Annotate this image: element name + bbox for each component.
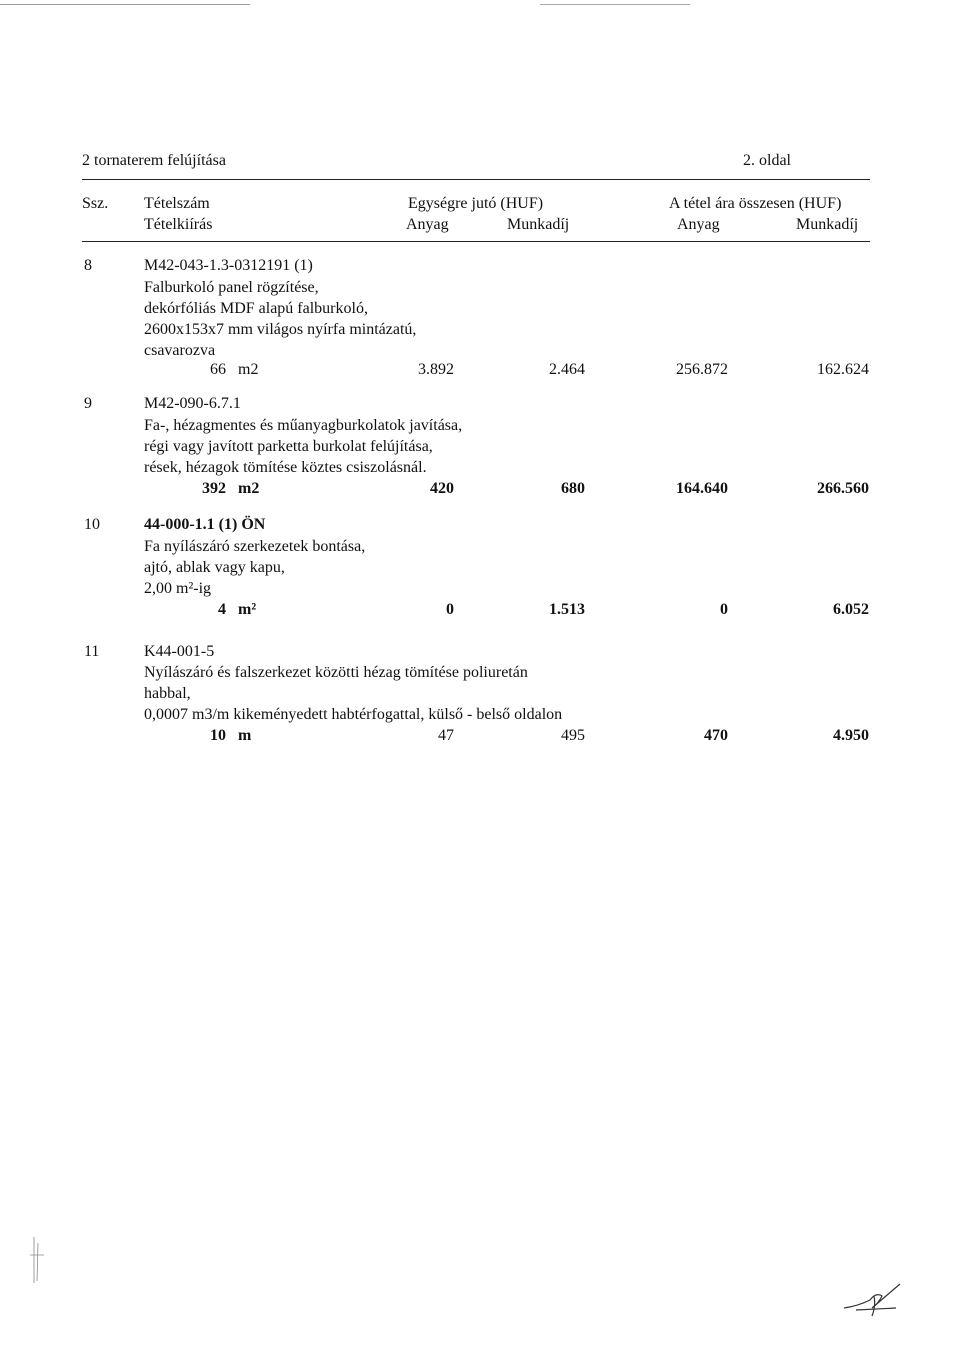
item-total-munkadij: 266.560 bbox=[817, 480, 869, 497]
item-unit-munkadij: 495 bbox=[561, 727, 585, 744]
scan-mark bbox=[0, 4, 250, 5]
item-description-line: régi vagy javított parketta burkolat felújítása, bbox=[144, 438, 433, 455]
item-number: 8 bbox=[84, 257, 92, 274]
item-code: K44-001-5 bbox=[144, 643, 215, 660]
item-quantity: 66 bbox=[210, 361, 226, 378]
item-unit: m² bbox=[238, 601, 257, 618]
column-header-rule bbox=[82, 241, 870, 242]
item-unit: m2 bbox=[238, 480, 260, 497]
scan-artifact bbox=[22, 1235, 52, 1285]
item-description-line: Nyílászáró és falszerkezet közötti hézag tömítése poliuretán bbox=[144, 664, 528, 681]
item-total-anyag: 470 bbox=[704, 727, 728, 744]
item-description-line: 2600x153x7 mm világos nyírfa mintázatú, bbox=[144, 321, 417, 338]
item-description-line: dekórfóliás MDF alapú falburkoló, bbox=[144, 300, 368, 317]
item-description-line: Falburkoló panel rögzítése, bbox=[144, 279, 319, 296]
item-total-munkadij: 4.950 bbox=[833, 727, 869, 744]
item-unit-munkadij: 680 bbox=[561, 480, 585, 497]
col-ssz: Ssz. bbox=[82, 195, 109, 212]
item-code: M42-043-1.3-0312191 (1) bbox=[144, 257, 313, 274]
item-description-line: 2,00 m²-ig bbox=[144, 580, 212, 597]
item-unit-anyag: 0 bbox=[446, 601, 454, 618]
col-unit-munkadij: Munkadíj bbox=[507, 216, 570, 233]
item-description-line: 0,0007 m3/m kikeményedett habtérfogattal, külső - belső oldalon bbox=[144, 706, 563, 723]
item-unit-munkadij: 2.464 bbox=[549, 361, 585, 378]
item-number: 9 bbox=[84, 395, 92, 412]
item-unit-anyag: 420 bbox=[430, 480, 454, 497]
item-unit-anyag: 3.892 bbox=[418, 361, 454, 378]
item-total-munkadij: 162.624 bbox=[817, 361, 869, 378]
item-total-anyag: 0 bbox=[720, 601, 728, 618]
col-tetelkiiras: Tételkiírás bbox=[144, 216, 213, 233]
item-total-munkadij: 6.052 bbox=[833, 601, 869, 618]
item-code: M42-090-6.7.1 bbox=[144, 395, 241, 412]
scan-mark bbox=[540, 4, 690, 5]
item-description-line: ajtó, ablak vagy kapu, bbox=[144, 559, 285, 576]
item-unit: m2 bbox=[238, 361, 259, 378]
item-number: 10 bbox=[84, 516, 100, 533]
item-description-line: Fa-, hézagmentes és műanyagburkolatok javítása, bbox=[144, 417, 463, 434]
item-code: 44-000-1.1 (1) ÖN bbox=[144, 516, 266, 533]
item-total-anyag: 256.872 bbox=[676, 361, 728, 378]
item-description-line: Fa nyílászáró szerkezetek bontása, bbox=[144, 538, 366, 555]
item-description-line: csavarozva bbox=[144, 342, 216, 359]
col-unit-group: Egységre jutó (HUF) bbox=[408, 195, 544, 212]
col-total-munkadij: Munkadíj bbox=[796, 216, 859, 233]
document-title: 2 tornaterem felújítása bbox=[82, 152, 226, 169]
item-unit-anyag: 47 bbox=[438, 727, 454, 744]
header-rule bbox=[82, 179, 870, 180]
page-number: 2. oldal bbox=[743, 152, 791, 169]
col-total-anyag: Anyag bbox=[677, 216, 720, 233]
item-unit-munkadij: 1.513 bbox=[549, 601, 585, 618]
col-tetelszam: Tételszám bbox=[144, 195, 210, 212]
item-quantity: 10 bbox=[210, 727, 226, 744]
col-total-group: A tétel ára összesen (HUF) bbox=[669, 195, 842, 212]
item-quantity: 4 bbox=[218, 601, 226, 618]
item-description-line: habbal, bbox=[144, 685, 191, 702]
signature-mark bbox=[836, 1270, 916, 1320]
item-number: 11 bbox=[84, 643, 100, 660]
col-unit-anyag: Anyag bbox=[406, 216, 449, 233]
item-description-line: rések, hézagok tömítése köztes csiszolásnál. bbox=[144, 459, 427, 476]
item-unit: m bbox=[238, 727, 252, 744]
item-total-anyag: 164.640 bbox=[676, 480, 728, 497]
item-quantity: 392 bbox=[202, 480, 226, 497]
